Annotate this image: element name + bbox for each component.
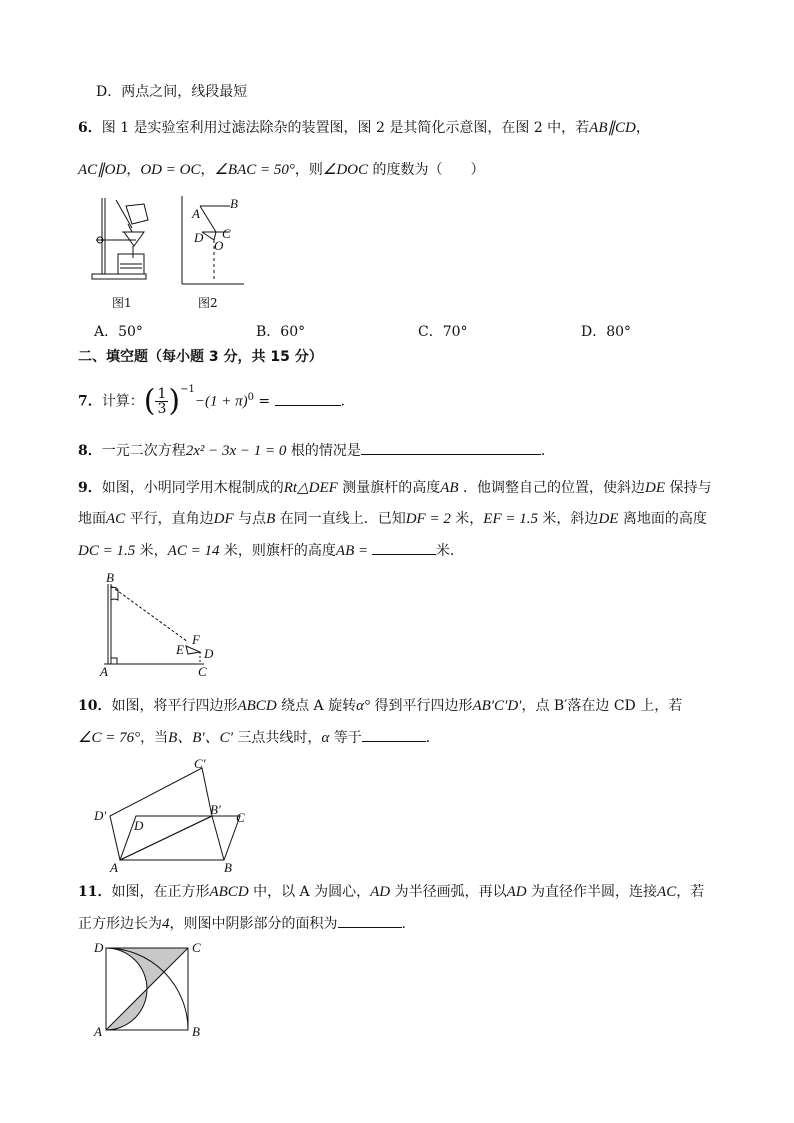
q7-exp1: −1: [180, 384, 195, 395]
q11-text: ，若: [676, 884, 705, 900]
q11-math: AC: [657, 884, 677, 900]
q10-text: 如图，将平行四边形: [111, 698, 238, 714]
q10-number: 10．: [78, 698, 112, 714]
q7-end: ．: [340, 393, 355, 410]
q9-text: 平行，直角边: [125, 511, 214, 527]
q6-option-b: B．60°: [256, 324, 306, 340]
q11-math: 4: [162, 916, 170, 932]
q6-cond3: OD = OC: [140, 162, 201, 178]
q6-line1: [78, 118, 650, 138]
q6-figure1-apparatus: [88, 194, 158, 286]
q9-math: AB: [440, 480, 459, 496]
q6-fig2-label-d: D: [194, 230, 204, 245]
q9-math: DC = 1.5: [78, 543, 136, 559]
q11-math: AD: [506, 884, 527, 900]
q6-text2: ，则: [294, 162, 323, 178]
q11-text: 正方形边长为: [78, 916, 162, 932]
q7-frac-den: 3: [157, 401, 167, 418]
q9-figure-flagpole: [96, 572, 226, 682]
q6-line2: [78, 160, 484, 180]
q11-math: AD: [370, 884, 391, 900]
q6-sep2: ，: [200, 162, 215, 178]
q10-text: ．: [425, 730, 440, 746]
q9-text: 米，: [135, 543, 168, 559]
q11-text: ，则图中阴影部分的面积为: [169, 916, 338, 932]
q8-line: [78, 440, 555, 461]
q8-end: ．: [540, 443, 555, 459]
q11-number: 11．: [78, 884, 112, 900]
q7-fraction: [155, 387, 168, 416]
q10-math: ∠C = 76°: [78, 730, 141, 746]
q9-line3: [78, 540, 464, 561]
q9-math: AC: [106, 511, 126, 527]
q11-label-d: D: [94, 940, 104, 955]
q10-label-a: A: [110, 860, 118, 875]
q10-text: 等于: [329, 730, 362, 746]
q9-math: Rt△DEF: [283, 480, 338, 496]
q10-figure-parallelograms: [92, 756, 262, 874]
q9-math: AC = 14: [167, 543, 220, 559]
q6-fig2-caption: 图2: [198, 296, 218, 310]
q11-label-b: B: [192, 1024, 200, 1039]
q9-label-a: A: [100, 664, 108, 679]
q9-label-f: F: [192, 632, 200, 647]
q6-cond2: AC∥OD: [78, 162, 127, 178]
q10-label-d: D: [134, 818, 144, 833]
section-title: 二、填空题（每小题 3 分，共 15 分）: [78, 349, 323, 365]
q6-text1: 图 1 是实验室利用过滤法除杂的装置图，图 2 是其简化示意图，在图 2 中，若: [101, 120, 590, 136]
q6-tail1: ，: [635, 120, 650, 136]
q9-text: 地面: [78, 511, 106, 527]
q6-fig1-caption: 图1: [112, 296, 132, 310]
q11-line2: [78, 913, 406, 934]
q10-label-c: C: [236, 810, 245, 825]
q5-option-d: D．两点之间，线段最短: [96, 84, 248, 100]
q6-number: 6．: [78, 120, 102, 136]
q6-cond1: AB∥CD: [589, 120, 636, 136]
q9-text: 在同一直线上．已知: [275, 511, 406, 527]
q9-text: 如图，小明同学用木棍制成的: [101, 480, 284, 496]
q9-math: AB =: [335, 543, 372, 559]
q10-line2: [78, 727, 440, 748]
q9-line2: [78, 509, 707, 529]
q10-math: α°: [356, 698, 370, 714]
q11-text: .: [401, 916, 406, 932]
q10-text: 绕点 A 旋转: [276, 698, 357, 714]
q9-text: 米，则旗杆的高度: [219, 543, 336, 559]
q6-fig2-label-c: C: [222, 226, 231, 241]
q10-math: AB′C′D′: [472, 698, 522, 714]
q9-text: 保持与: [665, 480, 712, 496]
q6-fig2-label-b: B: [230, 196, 238, 211]
q10-answer-blank[interactable]: [362, 727, 426, 742]
q9-label-e: E: [176, 642, 184, 657]
q6-fig2-label-a: A: [192, 206, 200, 221]
q9-number: 9．: [78, 480, 102, 496]
q7-number: 7．: [78, 393, 102, 410]
q8-answer-blank[interactable]: [361, 440, 541, 455]
q11-text: 中，以 A 为圆心，: [248, 884, 371, 900]
q6-figure2-schematic: [178, 196, 248, 288]
q9-math: DE: [598, 511, 619, 527]
q11-text: 为半径画弧，再以: [390, 884, 507, 900]
q11-label-c: C: [192, 940, 201, 955]
q10-line1: [78, 696, 682, 716]
q9-text: 米．: [435, 543, 464, 559]
q7-text: 计算：: [101, 393, 144, 410]
q7-frac-num: 1: [157, 386, 167, 403]
q10-label-b-prime: B′: [210, 802, 221, 817]
q11-label-a: A: [94, 1024, 102, 1039]
q9-label-b: B: [106, 570, 114, 585]
q6-text3: 的度数为（ ）: [368, 162, 485, 178]
q6-sep: ，: [126, 162, 141, 178]
q9-text: 米，斜边: [537, 511, 599, 527]
q8-number: 8．: [78, 443, 102, 459]
q9-line1: [78, 478, 711, 498]
q9-text: 与点: [233, 511, 267, 527]
q11-figure-square: [92, 940, 212, 1038]
q10-math: ABCD: [237, 698, 277, 714]
q10-text: 三点共线时，: [232, 730, 322, 746]
q9-text: 米，: [450, 511, 484, 527]
q11-text: 为直径作半圆，连接: [526, 884, 658, 900]
q9-text: ．他调整自己的位置，使斜边: [458, 480, 646, 496]
q7-eq: =: [253, 393, 275, 410]
q11-text: 如图，在正方形: [111, 884, 210, 900]
q9-text: 离地面的高度: [618, 511, 707, 527]
q7-answer-blank[interactable]: [275, 391, 341, 406]
q6-option-a: A．50°: [94, 324, 143, 340]
q9-math: EF = 1.5: [483, 511, 538, 527]
q10-label-b: B: [224, 860, 232, 875]
q9-answer-blank[interactable]: [372, 540, 436, 555]
q7-middle: −(1 + π): [194, 393, 248, 410]
q8-text1: 一元二次方程: [101, 443, 186, 459]
q8-text2: 根的情况是: [286, 443, 361, 459]
q6-fig2-label-o: O: [214, 238, 224, 253]
q6-cond5: ∠DOC: [322, 162, 368, 178]
q9-label-c: C: [198, 664, 207, 679]
q9-text: 测量旗杆的高度: [337, 480, 441, 496]
q9-math: DE: [645, 480, 666, 496]
q10-label-d-prime: D′: [94, 808, 107, 823]
q9-math: DF = 2: [405, 511, 451, 527]
q9-math: DF: [213, 511, 234, 527]
q9-label-d: D: [204, 646, 214, 661]
q10-math: α: [321, 730, 330, 746]
q10-text: 得到平行四边形: [370, 698, 473, 714]
q9-math: B: [266, 511, 276, 527]
q8-equation: 2x² − 3x − 1 = 0: [185, 443, 287, 459]
q11-answer-blank[interactable]: [338, 913, 402, 928]
q10-label-c-prime: C′: [194, 756, 206, 771]
q10-text: ，当: [140, 730, 169, 746]
q10-math: B、B′、C′: [168, 730, 233, 746]
q11-line1: [78, 882, 704, 902]
q6-option-c: C．70°: [418, 324, 468, 340]
q10-text: ，点 B′落在边 CD 上，若: [521, 698, 683, 714]
q6-option-d: D．80°: [581, 324, 632, 340]
q11-math: ABCD: [209, 884, 249, 900]
q6-cond4: ∠BAC = 50°: [214, 162, 295, 178]
q7-line: 7．计算：( $\frac{1}{3}$ )$^{-1}-(1 + \pi)^0$ = ．: [78, 383, 355, 419]
q7-exp2: 0: [247, 392, 254, 403]
